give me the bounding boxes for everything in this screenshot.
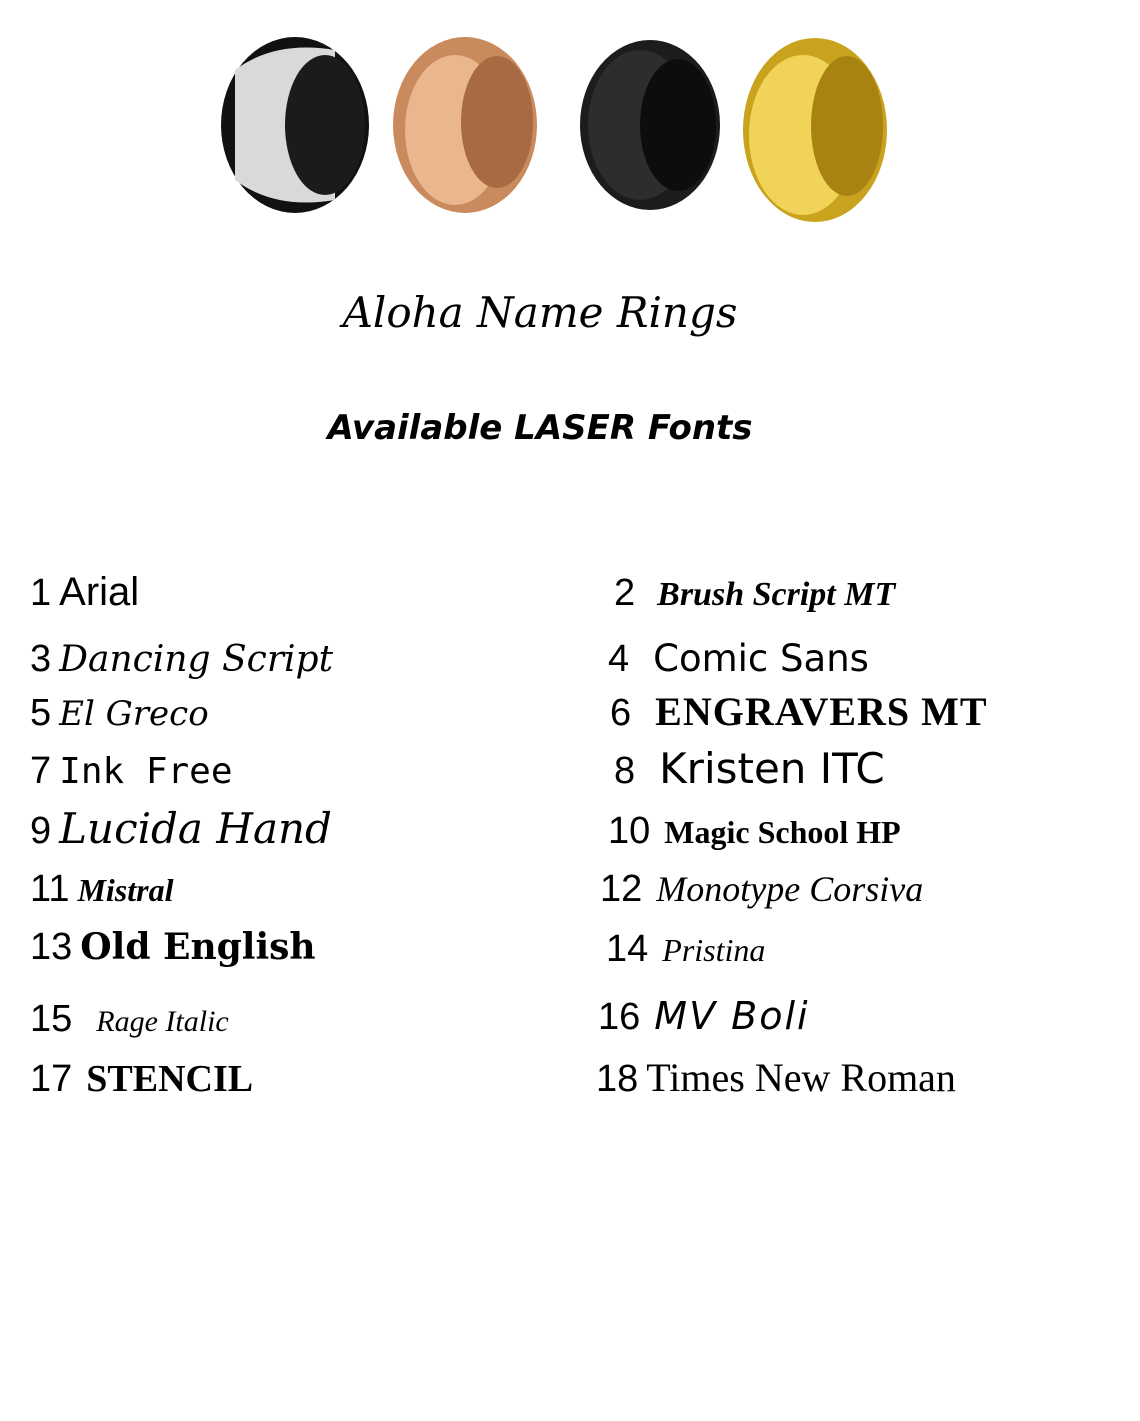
font-item-mistral bbox=[30, 868, 173, 908]
font-item-mv-boli bbox=[598, 996, 810, 1036]
ring-image-rose-gold bbox=[385, 30, 545, 220]
font-item-old-english bbox=[30, 926, 316, 966]
font-name: El Greco bbox=[59, 694, 209, 734]
font-number: 13 bbox=[30, 926, 73, 968]
font-number: 11 bbox=[30, 868, 70, 910]
font-item-monotype-corsiva bbox=[600, 868, 923, 908]
font-number: 14 bbox=[606, 928, 649, 970]
font-item-lucida-hand bbox=[30, 804, 332, 853]
font-name: Dancing Script bbox=[59, 639, 334, 680]
font-number: 1 bbox=[30, 572, 52, 614]
font-number: 2 bbox=[614, 572, 636, 614]
font-number: 3 bbox=[30, 638, 52, 680]
ring-image-silver-black bbox=[215, 30, 375, 220]
font-number: 7 bbox=[30, 750, 52, 792]
brand-title: Aloha Name Rings bbox=[342, 288, 738, 337]
font-name: Old English bbox=[80, 926, 316, 968]
font-number: 10 bbox=[608, 810, 651, 852]
font-item-rage-italic bbox=[30, 998, 229, 1038]
font-item-times-new-roman bbox=[596, 1055, 956, 1100]
font-item-magic-school bbox=[608, 810, 901, 850]
font-name: Kristen ITC bbox=[659, 744, 885, 793]
font-name: Ink Free bbox=[59, 751, 233, 792]
font-number: 12 bbox=[600, 868, 643, 910]
ring-image-gold bbox=[735, 30, 895, 230]
font-number: 16 bbox=[598, 996, 641, 1038]
font-name: Comic Sans bbox=[653, 637, 869, 680]
fonts-heading: Available LASER Fonts bbox=[327, 408, 753, 448]
font-number: 4 bbox=[608, 638, 630, 680]
font-number: 8 bbox=[614, 750, 636, 792]
font-item-el-greco bbox=[30, 692, 209, 732]
font-item-brush-script bbox=[614, 572, 895, 612]
font-number: 5 bbox=[30, 692, 52, 734]
font-number: 18 bbox=[596, 1058, 639, 1100]
ring-images bbox=[215, 30, 895, 230]
font-number: 9 bbox=[30, 810, 52, 852]
ring-image-matte-black bbox=[570, 30, 730, 220]
font-name: Arial bbox=[59, 570, 140, 614]
font-name: MV Boli bbox=[654, 994, 810, 1038]
font-number: 17 bbox=[30, 1058, 73, 1100]
font-number: 15 bbox=[30, 998, 73, 1040]
font-name: Monotype Corsiva bbox=[656, 869, 924, 909]
font-item-pristina bbox=[606, 928, 765, 968]
font-item-engravers-mt bbox=[610, 689, 988, 734]
font-name: Lucida Hand bbox=[59, 804, 332, 853]
font-item-ink-free bbox=[30, 750, 233, 790]
font-number: 6 bbox=[610, 692, 632, 734]
font-name: Magic School HP bbox=[664, 814, 901, 850]
font-name: ENGRAVERS MT bbox=[655, 689, 988, 734]
font-item-kristen-itc bbox=[614, 744, 885, 793]
font-item-arial bbox=[30, 572, 139, 612]
font-name: Times New Roman bbox=[646, 1055, 956, 1100]
font-name: Pristina bbox=[662, 932, 766, 968]
font-name: Rage Italic bbox=[96, 1005, 229, 1038]
font-item-stencil bbox=[30, 1058, 253, 1098]
font-name: Mistral bbox=[77, 872, 174, 908]
font-name: STENCIL bbox=[86, 1058, 254, 1100]
font-name: Brush Script MT bbox=[657, 576, 896, 613]
font-item-comic-sans bbox=[608, 638, 869, 678]
font-item-dancing-script bbox=[30, 638, 333, 678]
